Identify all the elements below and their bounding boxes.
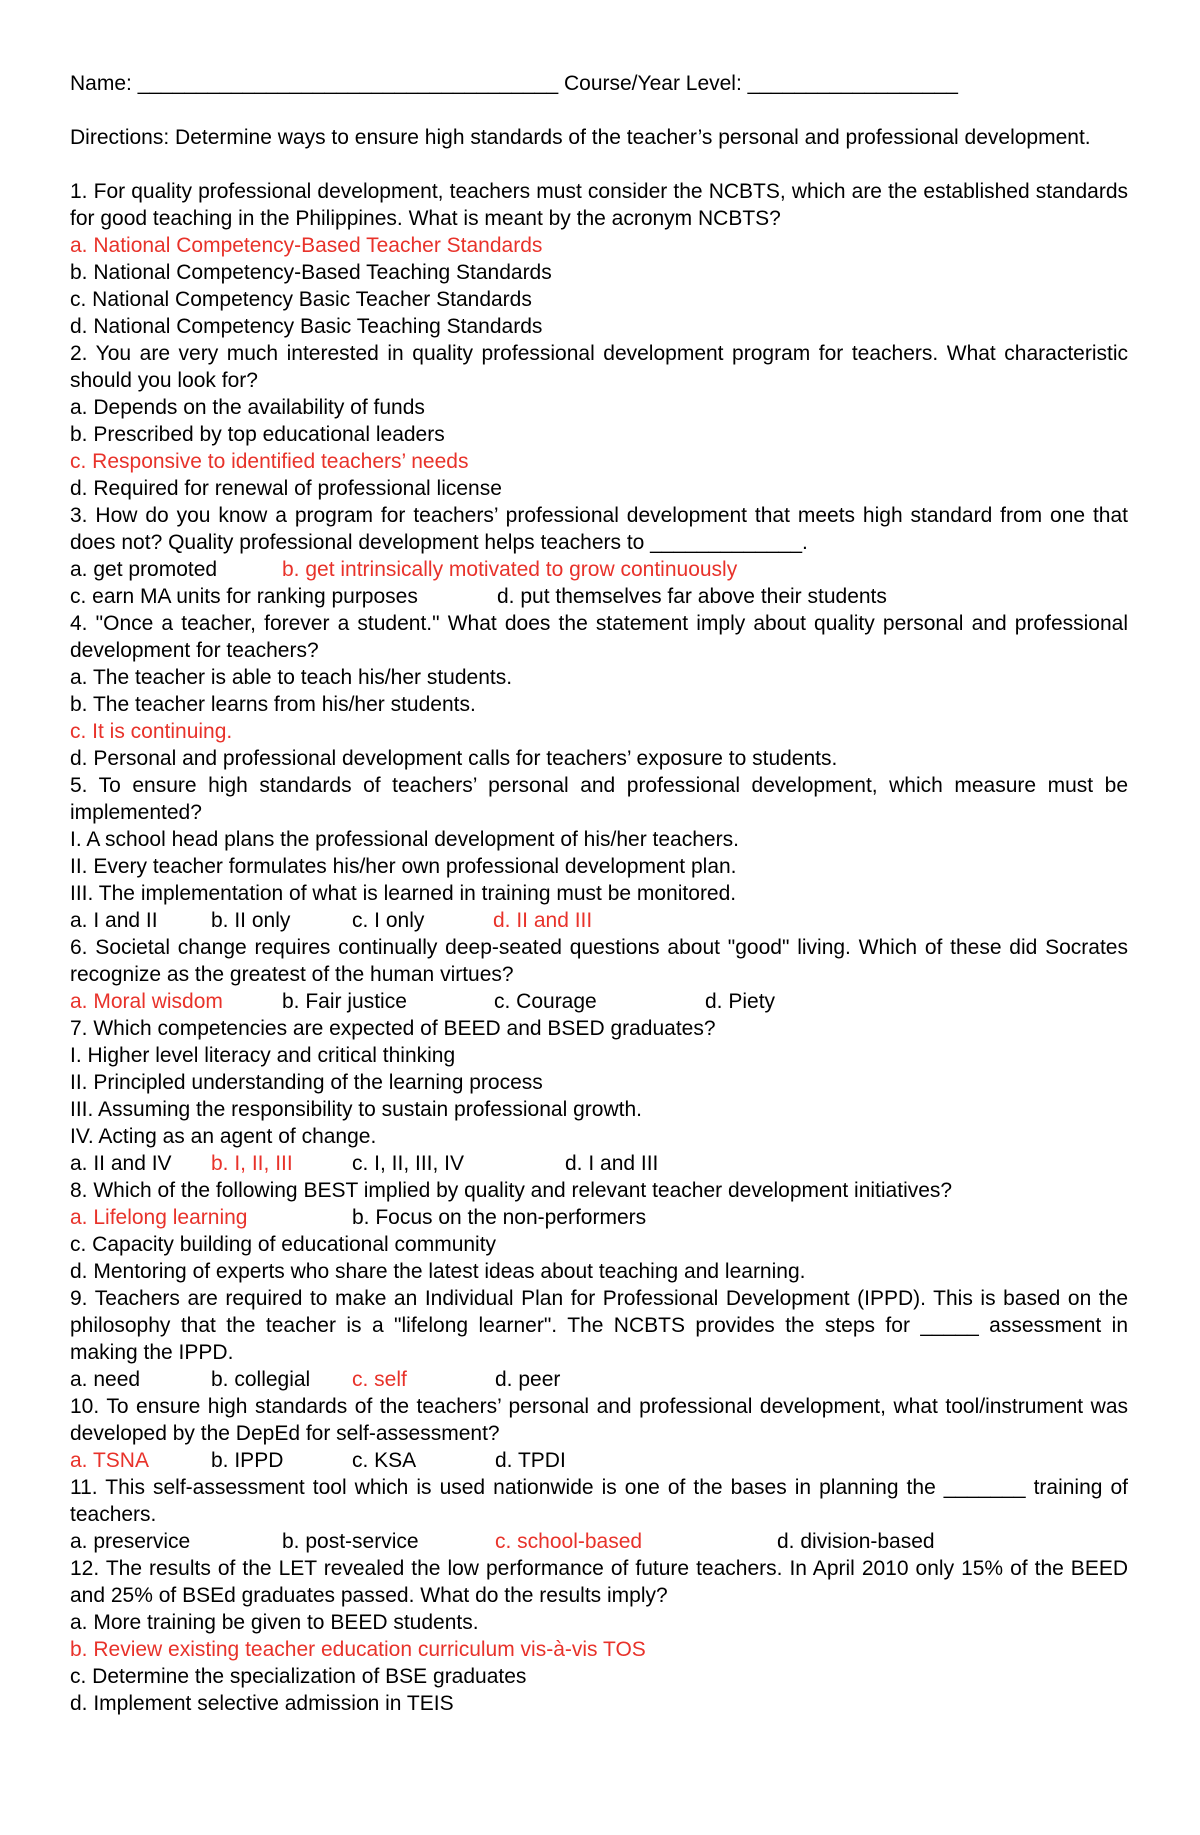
q2-option-a: a. Depends on the availability of funds: [70, 396, 425, 419]
worksheet-page: [70, 70, 1128, 1717]
q5-statement-i: I. A school head plans the professional development of his/her teachers.: [70, 828, 739, 851]
q5-option-c: c. I only: [352, 909, 425, 932]
q7-statement-ii: II. Principled understanding of the learning process: [70, 1071, 543, 1094]
q9-option-c-answer: c. self: [352, 1368, 407, 1391]
q3-stem: 3. How do you know a program for teachers’ professional development that meets high standard from one that does not? Quality professional development helps teachers to _____________.: [70, 504, 1128, 554]
q7-statement-i: I. Higher level literacy and critical thinking: [70, 1044, 456, 1067]
q5-stem: 5. To ensure high standards of teachers’ personal and professional development, which measure must be implemented?: [70, 774, 1128, 824]
q3-options-row-2: [70, 583, 1128, 610]
q3-options-row-1: [70, 556, 1128, 583]
q8-option-c: c. Capacity building of educational community: [70, 1233, 497, 1256]
q3-option-c: c. earn MA units for ranking purposes: [70, 585, 418, 608]
q7-option-a: a. II and IV: [70, 1152, 172, 1175]
q5-statement-iii: III. The implementation of what is learned in training must be monitored.: [70, 882, 737, 905]
q12-option-c: c. Determine the specialization of BSE graduates: [70, 1665, 527, 1688]
q1-option-d: d. National Competency Basic Teaching Standards: [70, 315, 543, 338]
q7-option-c: c. I, II, III, IV: [352, 1152, 465, 1175]
q1-option-a-answer: a. National Competency-Based Teacher Standards: [70, 234, 543, 257]
q6-stem: 6. Societal change requires continually deep-seated questions about "good" living. Which of these did Socrates recognize as the greatest of the human virtues?: [70, 936, 1128, 986]
name-label: Name:: [70, 72, 138, 95]
q12-stem: 12. The results of the LET revealed the low performance of future teachers. In April 2010 only 15% of the BEED and 25% of BSEd graduates passed. What do the results imply?: [70, 1557, 1128, 1607]
q5-options-row: [70, 907, 1128, 934]
q1-option-b: b. National Competency-Based Teaching Standards: [70, 261, 552, 284]
q7-options-row: [70, 1150, 1128, 1177]
q5-option-d-answer: d. II and III: [493, 909, 593, 932]
q9-option-a: a. need: [70, 1368, 141, 1391]
q10-option-d: d. TPDI: [495, 1449, 566, 1472]
q6-option-c: c. Courage: [494, 990, 597, 1013]
q8-options-row: [70, 1204, 1128, 1231]
q9-option-b: b. collegial: [211, 1368, 311, 1391]
q8-option-d: d. Mentoring of experts who share the latest ideas about teaching and learning.: [70, 1260, 806, 1283]
q6-option-b: b. Fair justice: [282, 990, 407, 1013]
q3-option-d: d. put themselves far above their students: [497, 585, 887, 608]
q11-option-a: a. preservice: [70, 1530, 191, 1553]
q4-option-d: d. Personal and professional development calls for teachers’ exposure to students.: [70, 747, 838, 770]
q11-stem: 11. This self-assessment tool which is used nationwide is one of the bases in planning the _______ training of teachers.: [70, 1476, 1128, 1526]
q10-options-row: [70, 1447, 1128, 1474]
q10-option-b: b. IPPD: [211, 1449, 284, 1472]
q11-option-c-answer: c. school-based: [495, 1530, 643, 1553]
q5-option-a: a. I and II: [70, 909, 158, 932]
q12-option-a: a. More training be given to BEED students.: [70, 1611, 479, 1634]
q12-option-d: d. Implement selective admission in TEIS: [70, 1692, 454, 1715]
q3-option-b-answer: b. get intrinsically motivated to grow continuously: [282, 558, 738, 581]
q1-option-c: c. National Competency Basic Teacher Standards: [70, 288, 532, 311]
q10-stem: 10. To ensure high standards of the teachers’ personal and professional development, what tool/instrument was developed by the DepEd for self-assessment?: [70, 1395, 1128, 1445]
q2-stem: 2. You are very much interested in quality professional development program for teachers. What characteristic should you look for?: [70, 342, 1128, 392]
q6-options-row: [70, 988, 1128, 1015]
q7-stem: 7. Which competencies are expected of BEED and BSED graduates?: [70, 1017, 716, 1040]
q5-option-b: b. II only: [211, 909, 291, 932]
q7-option-d: d. I and III: [565, 1152, 659, 1175]
course-blank: __________________: [747, 72, 958, 95]
q5-statement-ii: II. Every teacher formulates his/her own professional development plan.: [70, 855, 737, 878]
q10-option-c: c. KSA: [352, 1449, 417, 1472]
q4-option-b: b. The teacher learns from his/her students.: [70, 693, 476, 716]
q6-option-a-answer: a. Moral wisdom: [70, 990, 223, 1013]
q6-option-d: d. Piety: [705, 990, 776, 1013]
q9-stem: 9. Teachers are required to make an Individual Plan for Professional Development (IPPD). This is based on the philosophy that the teacher is a "lifelong learner". The NCBTS provides the steps for _____ assessment in making the IPPD.: [70, 1287, 1128, 1364]
q7-statement-iv: IV. Acting as an agent of change.: [70, 1125, 377, 1148]
q8-option-a-answer: a. Lifelong learning: [70, 1206, 248, 1229]
q12-option-b-answer: b. Review existing teacher education curriculum vis-à-vis TOS: [70, 1638, 646, 1661]
q4-stem: 4. "Once a teacher, forever a student." What does the statement imply about quality personal and professional development for teachers?: [70, 612, 1128, 662]
q8-option-b: b. Focus on the non-performers: [352, 1206, 647, 1229]
q1-stem: 1. For quality professional development, teachers must consider the NCBTS, which are the established standards for good teaching in the Philippines. What is meant by the acronym NCBTS?: [70, 180, 1128, 230]
q9-options-row: [70, 1366, 1128, 1393]
q2-option-b: b. Prescribed by top educational leaders: [70, 423, 445, 446]
q2-option-c-answer: c. Responsive to identified teachers’ needs: [70, 450, 469, 473]
q8-stem: 8. Which of the following BEST implied by quality and relevant teacher development initiatives?: [70, 1179, 953, 1202]
q4-option-c-answer: c. It is continuing.: [70, 720, 233, 743]
header-line: [70, 70, 1128, 97]
q2-option-d: d. Required for renewal of professional license: [70, 477, 502, 500]
q7-statement-iii: III. Assuming the responsibility to sustain professional growth.: [70, 1098, 642, 1121]
q10-option-a-answer: a. TSNA: [70, 1449, 149, 1472]
q11-option-b: b. post-service: [282, 1530, 419, 1553]
q4-option-a: a. The teacher is able to teach his/her students.: [70, 666, 513, 689]
directions: Directions: Determine ways to ensure high standards of the teacher’s personal and professional development.: [70, 126, 1091, 149]
q9-option-d: d. peer: [495, 1368, 561, 1391]
name-blank: ____________________________________: [137, 72, 559, 95]
q11-option-d: d. division-based: [777, 1530, 935, 1553]
q7-option-b-answer: b. I, II, III: [211, 1152, 293, 1175]
q3-option-a: a. get promoted: [70, 558, 218, 581]
q11-options-row: [70, 1528, 1128, 1555]
course-label: Course/Year Level:: [558, 72, 748, 95]
